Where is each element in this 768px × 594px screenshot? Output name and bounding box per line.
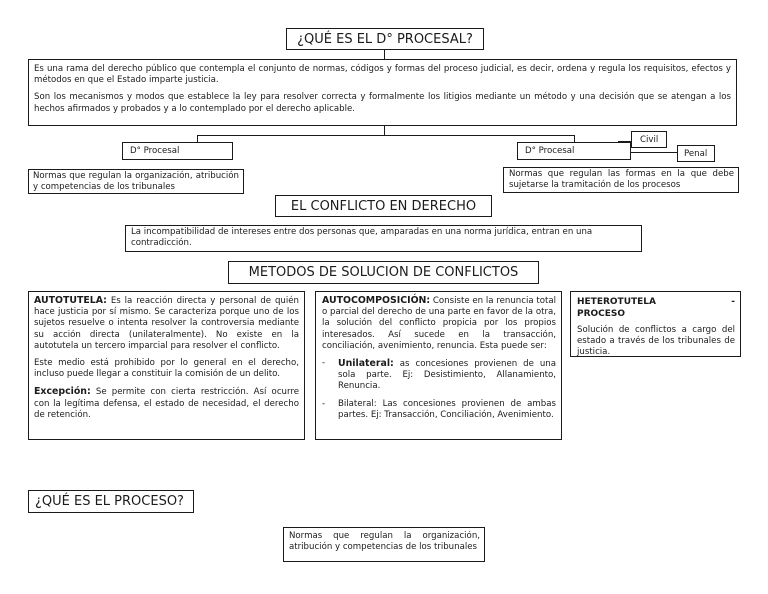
definition-box (28, 59, 737, 126)
connector-civil (618, 141, 631, 142)
unilateral-text: as concesiones provienen de una sola parte. Ej: Desistimiento, Allanamiento, Renuncia. (338, 359, 556, 392)
autotutela-text-1: Es la reacción directa y personal de quién hace justicia por sí mismo. Se caracteriza porque uno de los sujetos resuelve o intenta resolver la controversia mediante su acción directa (unilateralmente). No existe en la autotutela un tercero imparcial para resolver el conflicto. (34, 296, 300, 351)
heterotutela-heading-proceso: PROCESO (577, 309, 626, 319)
heterotutela-text: Solución de conflictos a cargo del estado a través de los tribunales de justicia. (577, 325, 735, 357)
connector-horizontal (197, 135, 575, 136)
proceso-text: Normas que regulan la organización, atribución y competencias de los tribunales (283, 527, 485, 562)
autotutela-exception-heading: Excepción: (34, 386, 91, 398)
heterotutela-heading: HETEROTUTELA (577, 297, 656, 307)
heterotutela-heading-row (577, 296, 735, 308)
conflicto-text: La incompatibilidad de intereses entre dos personas que, amparadas en una norma jurídica, entran en una contradicción. (125, 225, 642, 252)
heterotutela-dash: - (731, 297, 735, 307)
autocomposicion-item-bilateral (322, 399, 556, 421)
autotutela-heading: AUTOTUTELA: (34, 295, 107, 306)
connector-title-definition (384, 50, 385, 59)
branch-right-description: Normas que regulan las formas en la que debe sujetarse la tramitación de los procesos (503, 167, 739, 193)
autotutela-exception (34, 386, 299, 421)
branch-left-label: D° Procesal (122, 142, 233, 160)
unilateral-heading: Unilateral: (338, 358, 394, 370)
definition-paragraph-2: Son los mecanismos y modos que establece la ley para resolver correcta y formalmente los litigios mediante un método y una decisión que se atengan a los hechos afirmados y probados y a lo contemplado por el derecho aplicable. (34, 92, 731, 114)
autocomposicion-paragraph-1 (322, 295, 556, 352)
heterotutela-heading-2 (577, 308, 735, 320)
definition-paragraph-1: Es una rama del derecho público que contempla el conjunto de normas, códigos y formas del proceso judicial, es decir, ordena y regula los requisitos, efectos y métodos en que el Estado imparte justicia. (34, 64, 731, 86)
autocomposicion-text-1: Consiste en la renuncia total o parcial del derecho de una parte en favor de la otra, la solución del conflicto propicia por los propios interesados. Así sucede en la transacción, conciliación, avenimiento, renuncia. Esta puede ser: (322, 296, 557, 351)
connector-left-branch (197, 135, 198, 142)
autocomposicion-heading: AUTOCOMPOSICIÓN: (322, 295, 431, 306)
connector-right-branch (574, 135, 575, 142)
bilateral-text: Bilateral: Las concesiones provienen de ambas partes. Ej: Transacción, Conciliación, Avenimiento. (338, 398, 556, 420)
autotutela-exception-text: Se permite con cierta restricción. Así ocurre con la legítima defensa, el estado de necesidad, el derecho de retención. (34, 387, 300, 420)
autotutela-paragraph-1 (34, 295, 299, 352)
autotutela-paragraph-2: Este medio está prohibido por lo general en el derecho, incluso puede llegar a constituir la comisión de un delito. (34, 358, 299, 380)
proceso-title: ¿QUÉ ES EL PROCESO? (28, 490, 194, 513)
connector-definition-branches (384, 126, 385, 135)
tag-penal: Penal (677, 145, 715, 162)
autocomposicion-item-unilateral (322, 358, 556, 393)
branch-left-description: Normas que regulan la organización, atribución y competencias de los tribunales (28, 169, 244, 194)
autocomposicion-box (315, 291, 562, 440)
metodos-title: METODOS DE SOLUCION DE CONFLICTOS (228, 261, 539, 284)
heterotutela-box (570, 291, 741, 357)
autotutela-box (28, 291, 305, 440)
connector-penal (631, 152, 677, 153)
tag-civil: Civil (631, 131, 667, 148)
conflicto-title: EL CONFLICTO EN DERECHO (275, 195, 492, 217)
autocomposicion-list (322, 358, 556, 421)
branch-right-label: D° Procesal (517, 142, 631, 160)
main-title: ¿QUÉ ES EL D° PROCESAL? (286, 28, 484, 50)
